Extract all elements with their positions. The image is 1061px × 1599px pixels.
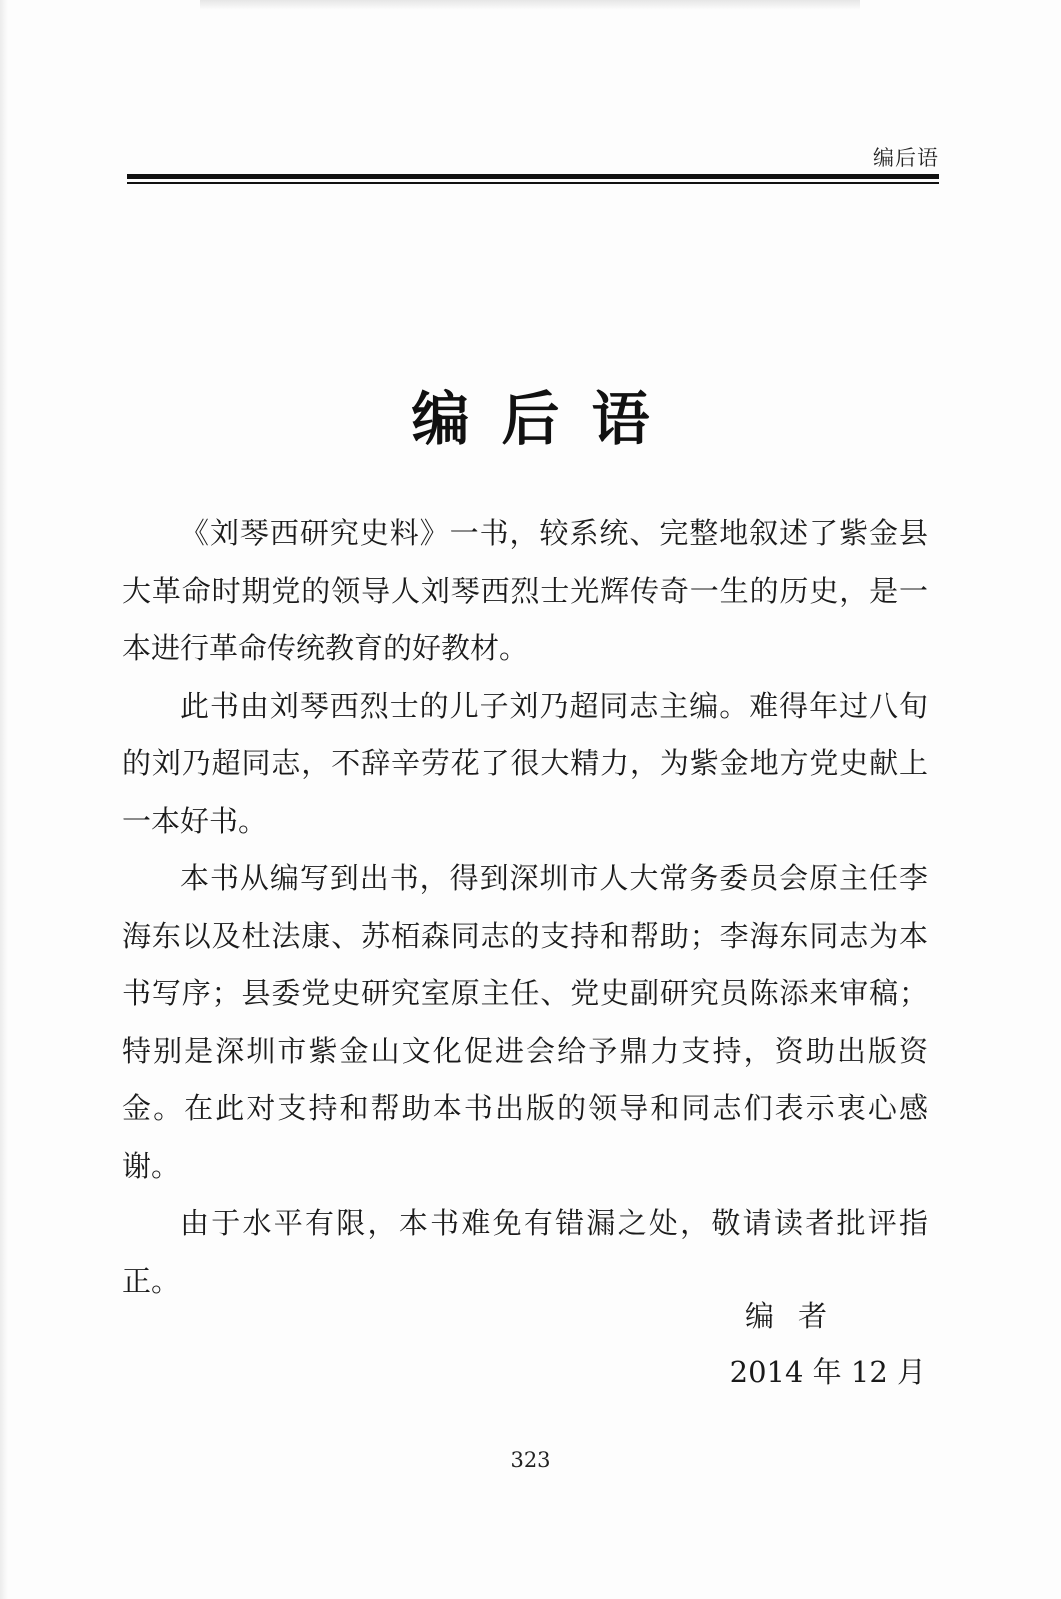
paragraph-3: 本书从编写到出书，得到深圳市人大常务委员会原主任李海东以及杜法康、苏栢森同志的支持和帮助；李海东同志为本书写序；县委党史研究室原主任、党史副研究员陈添来审稿；特别是深圳市紫金山文化促进会给予鼎力支持，资助出版资金。在此对支持和帮助本书出版的领导和同志们表示衷心感谢。 xyxy=(122,861,928,1183)
paragraph-4: 由于水平有限，本书难免有错漏之处，敬请读者批评指正。 xyxy=(122,1206,928,1298)
paragraph-2: 此书由刘琴西烈士的儿子刘乃超同志主编。难得年过八旬的刘乃超同志，不辞辛劳花了很大精力，为紫金地方党史献上一本好书。 xyxy=(122,688,928,838)
signature-author: 编者 xyxy=(744,1299,851,1333)
page-edge xyxy=(0,0,8,1599)
header-rule-thick xyxy=(127,174,939,179)
scan-shadow xyxy=(200,0,860,10)
paragraph-1: 《刘琴西研究史料》一书，较系统、完整地叙述了紫金县大革命时期党的领导人刘琴西烈士光辉传奇一生的历史，是一本进行革命传统教育的好教材。 xyxy=(122,516,928,665)
body-text xyxy=(122,505,928,1310)
page-title: 编后语 xyxy=(411,385,682,453)
signature-date: 2014 年 12 月 xyxy=(729,1355,926,1389)
running-header: 编后语 xyxy=(873,146,939,170)
page-number: 323 xyxy=(510,1448,551,1472)
header-rule-thin xyxy=(127,182,939,184)
